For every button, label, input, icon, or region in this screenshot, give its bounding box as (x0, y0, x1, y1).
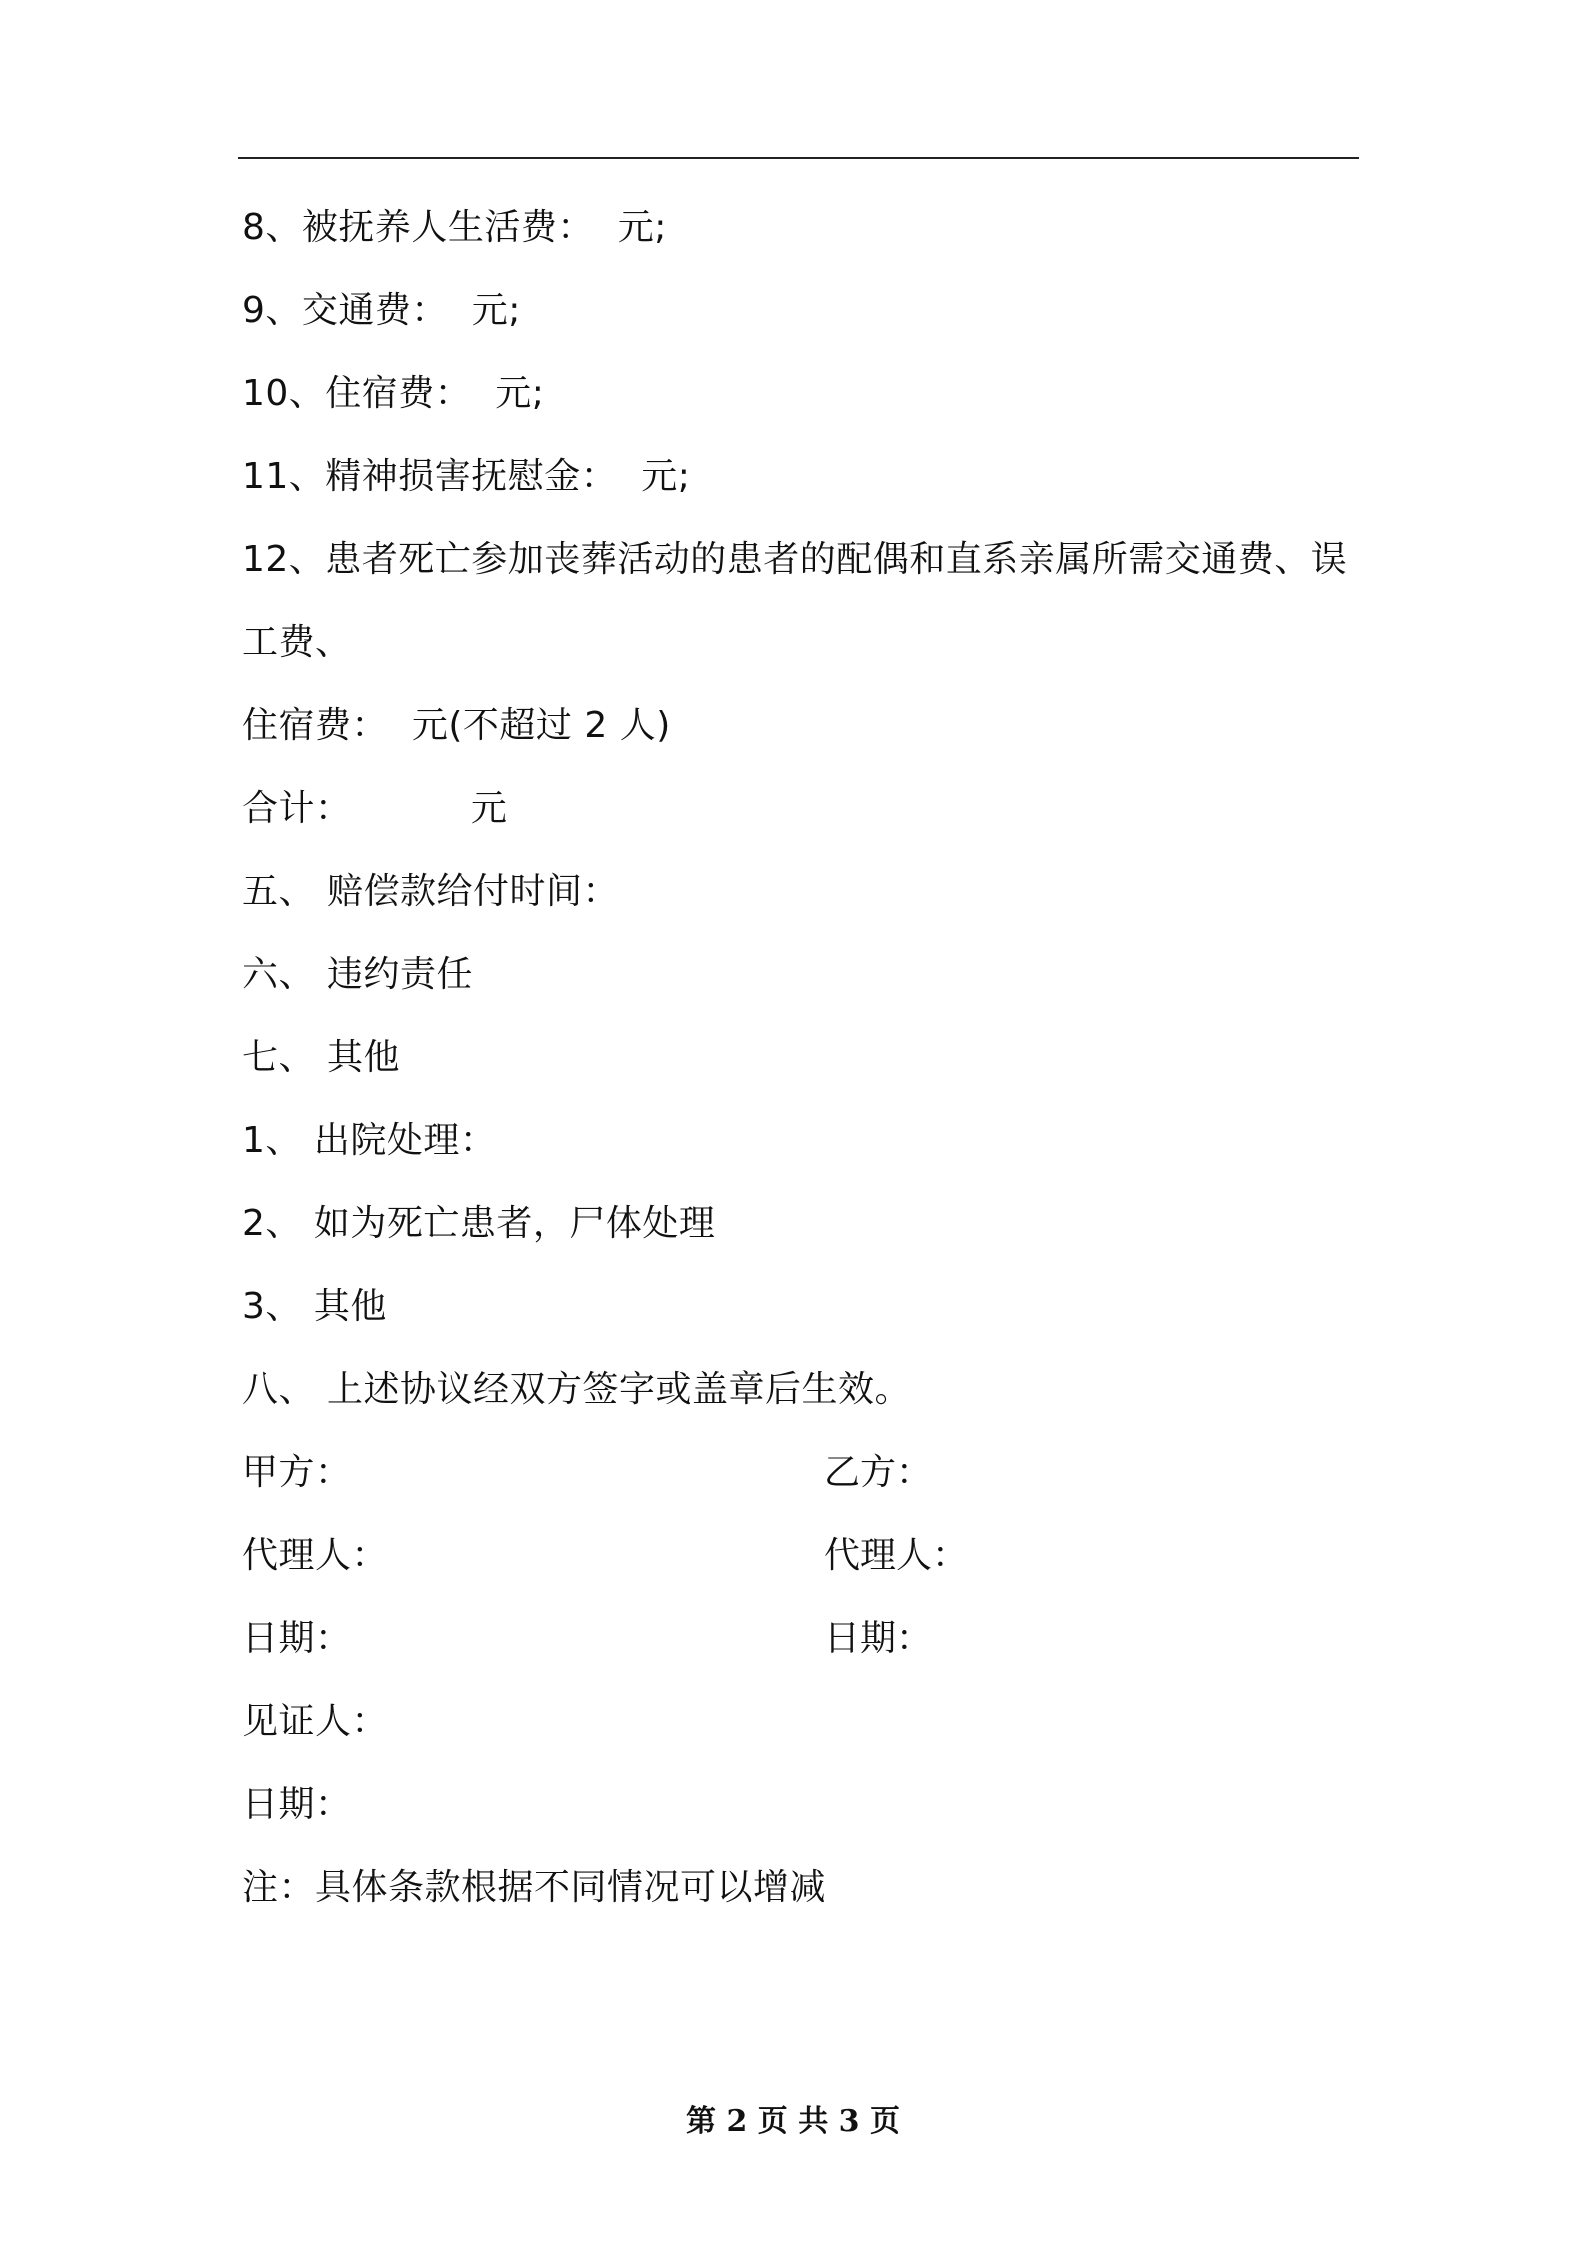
page-number-footer: 第 2 页 共 3 页 (686, 2104, 900, 2139)
item-11-mental-damage-compensation: 11、精神损害抚慰金： 元; (242, 456, 691, 497)
section-8-effectiveness: 八、 上述协议经双方签字或盖章后生效。 (242, 1369, 911, 1410)
party-a-label: 甲方： (242, 1452, 352, 1493)
item-9-transport-cost: 9、交通费： 元; (242, 290, 521, 331)
section-5-payment-time: 五、 赔偿款给付时间： (242, 871, 619, 912)
party-b-label: 乙方： (824, 1452, 933, 1493)
agent-b-label: 代理人： (824, 1535, 969, 1576)
item-12-continuation: 工费、 (242, 622, 352, 663)
other-1-discharge: 1、 出院处理： (242, 1120, 497, 1161)
date-b-label: 日期： (824, 1618, 933, 1659)
note-line: 注：具体条款根据不同情况可以增减 (242, 1867, 827, 1908)
item-12-lodging: 住宿费： 元(不超过 2 人) (242, 705, 671, 746)
item-12-funeral-relatives-costs: 12、患者死亡参加丧葬活动的患者的配偶和直系亲属所需交通费、误 (242, 539, 1348, 580)
item-8-dependent-living-cost: 8、被抚养人生活费： 元; (242, 207, 667, 248)
section-7-other: 七、 其他 (242, 1037, 400, 1078)
header-rule (238, 157, 1359, 159)
witness-label: 见证人： (242, 1701, 389, 1742)
item-10-lodging-cost: 10、住宿费： 元; (242, 373, 545, 414)
section-6-breach-liability: 六、 违约责任 (242, 954, 473, 995)
date-a-label: 日期： (242, 1618, 352, 1659)
witness-date-label: 日期： (242, 1784, 352, 1825)
agent-a-label: 代理人： (242, 1535, 389, 1576)
total-line: 合计： 元 (242, 788, 508, 829)
other-3-misc: 3、 其他 (242, 1286, 387, 1327)
other-2-body-handling: 2、 如为死亡患者，尸体处理 (242, 1203, 716, 1244)
